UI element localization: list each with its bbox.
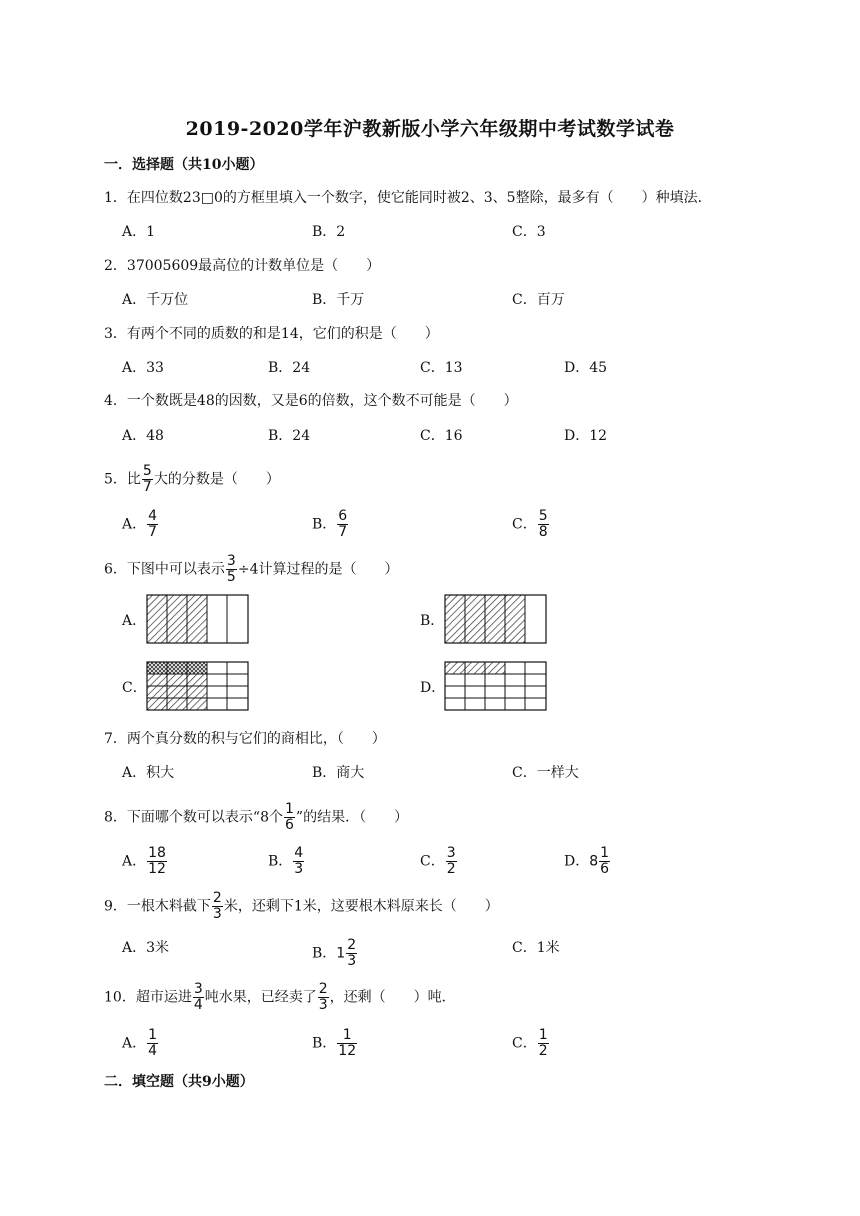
question-6: 6．下图中可以表示 $\frac{3}{5}$ ÷4计算过程的是（ ）	[104, 553, 399, 585]
q9-option-b[interactable]: B．1 $\frac{2}{3}$	[312, 937, 357, 969]
q8-fraction: $\frac{1}{6}$	[284, 801, 294, 833]
q5-option-b[interactable]: B． $\frac{6}{7}$	[312, 508, 348, 540]
q6-figure-b[interactable]	[444, 594, 548, 644]
question-9: 9．一根木料截下 $\frac{2}{3}$ 米，还剩下1米，这要根木料原来长（ ）	[104, 890, 499, 922]
q10-fraction-2: $\frac{2}{3}$	[318, 981, 328, 1013]
q7-option-b[interactable]: B．商大	[312, 765, 365, 781]
q8-option-d[interactable]: D．8 $\frac{1}{6}$	[564, 845, 610, 877]
q10-option-b[interactable]: B． $\frac{1}{12}$	[312, 1027, 357, 1059]
question-7: 7．两个真分数的积与它们的商相比，（ ）	[104, 731, 386, 747]
q6-figure-c[interactable]	[146, 661, 250, 711]
q7-option-c[interactable]: C．一样大	[512, 765, 579, 781]
q3-option-d[interactable]: D．45	[564, 360, 608, 376]
q5-option-a[interactable]: A． $\frac{4}{7}$	[122, 508, 158, 540]
q5-option-c[interactable]: C． $\frac{5}{8}$	[512, 508, 548, 540]
q1-option-b[interactable]: B．2	[312, 224, 346, 240]
page-title: 2019-2020学年沪教新版小学六年级期中考试数学试卷	[185, 118, 675, 140]
question-10: 10．超市运进 $\frac{3}{4}$ 吨水果，已经卖了 $\frac{2}{3}$ ，还剩（ ）吨．	[104, 981, 456, 1013]
q3-option-c[interactable]: C．13	[420, 360, 463, 376]
q3-option-b[interactable]: B．24	[268, 360, 311, 376]
q8-option-b[interactable]: B． $\frac{4}{3}$	[268, 845, 304, 877]
q8-option-a[interactable]: A． $\frac{18}{12}$	[122, 845, 166, 877]
q3-option-a[interactable]: A．33	[122, 360, 164, 376]
section-heading-fill-in: 二．填空题（共9小题）	[104, 1074, 254, 1090]
q9-option-a[interactable]: A．3米	[122, 940, 170, 956]
q10-fraction-1: $\frac{3}{4}$	[193, 981, 203, 1013]
q2-option-a[interactable]: A．千万位	[122, 292, 189, 308]
question-4: 4．一个数既是48的因数，又是6的倍数，这个数不可能是（ ）	[104, 393, 518, 409]
q6-fraction: $\frac{3}{5}$	[226, 553, 236, 585]
q6-figure-a[interactable]	[146, 594, 250, 644]
q5-text-pre: 5．比	[104, 471, 141, 488]
q7-option-a[interactable]: A．积大	[122, 765, 175, 781]
q10-option-a[interactable]: A． $\frac{1}{4}$	[122, 1027, 158, 1059]
q6-figure-d[interactable]	[444, 661, 548, 711]
q6-option-c[interactable]: C．	[122, 680, 147, 696]
q4-option-d[interactable]: D．12	[564, 428, 608, 444]
section-heading-choice: 一．选择题（共10小题）	[104, 157, 264, 173]
question-8: 8．下面哪个数可以表示“8个 $\frac{1}{6}$ ”的结果．（ ）	[104, 801, 409, 833]
q5-text-post: 大的分数是（ ）	[153, 471, 280, 488]
q2-option-b[interactable]: B．千万	[312, 292, 365, 308]
q6-option-b[interactable]: B．	[420, 613, 445, 629]
q9-option-c[interactable]: C．1米	[512, 940, 560, 956]
q1-option-c[interactable]: C．3	[512, 224, 546, 240]
question-1: 1．在四位数23□0的方框里填入一个数字，使它能同时被2、3、5整除，最多有（ ）种填法．	[104, 190, 712, 206]
q5-fraction: $\frac{5}{7}$	[142, 463, 152, 495]
question-2: 2．37005609最高位的计数单位是（ ）	[104, 258, 381, 274]
q4-option-b[interactable]: B．24	[268, 428, 311, 444]
question-3: 3．有两个不同的质数的和是14，它们的积是（ ）	[104, 326, 439, 342]
q2-option-c[interactable]: C．百万	[512, 292, 565, 308]
question-5	[104, 464, 280, 495]
q4-option-a[interactable]: A．48	[122, 428, 164, 444]
q8-option-c[interactable]: C． $\frac{3}{2}$	[420, 845, 456, 877]
q1-option-a[interactable]: A．1	[122, 224, 156, 240]
q4-option-c[interactable]: C．16	[420, 428, 463, 444]
q9-fraction: $\frac{2}{3}$	[212, 890, 222, 922]
q6-option-d[interactable]: D．	[420, 680, 446, 696]
q10-option-c[interactable]: C． $\frac{1}{2}$	[512, 1027, 548, 1059]
q6-option-a[interactable]: A．	[122, 613, 147, 629]
